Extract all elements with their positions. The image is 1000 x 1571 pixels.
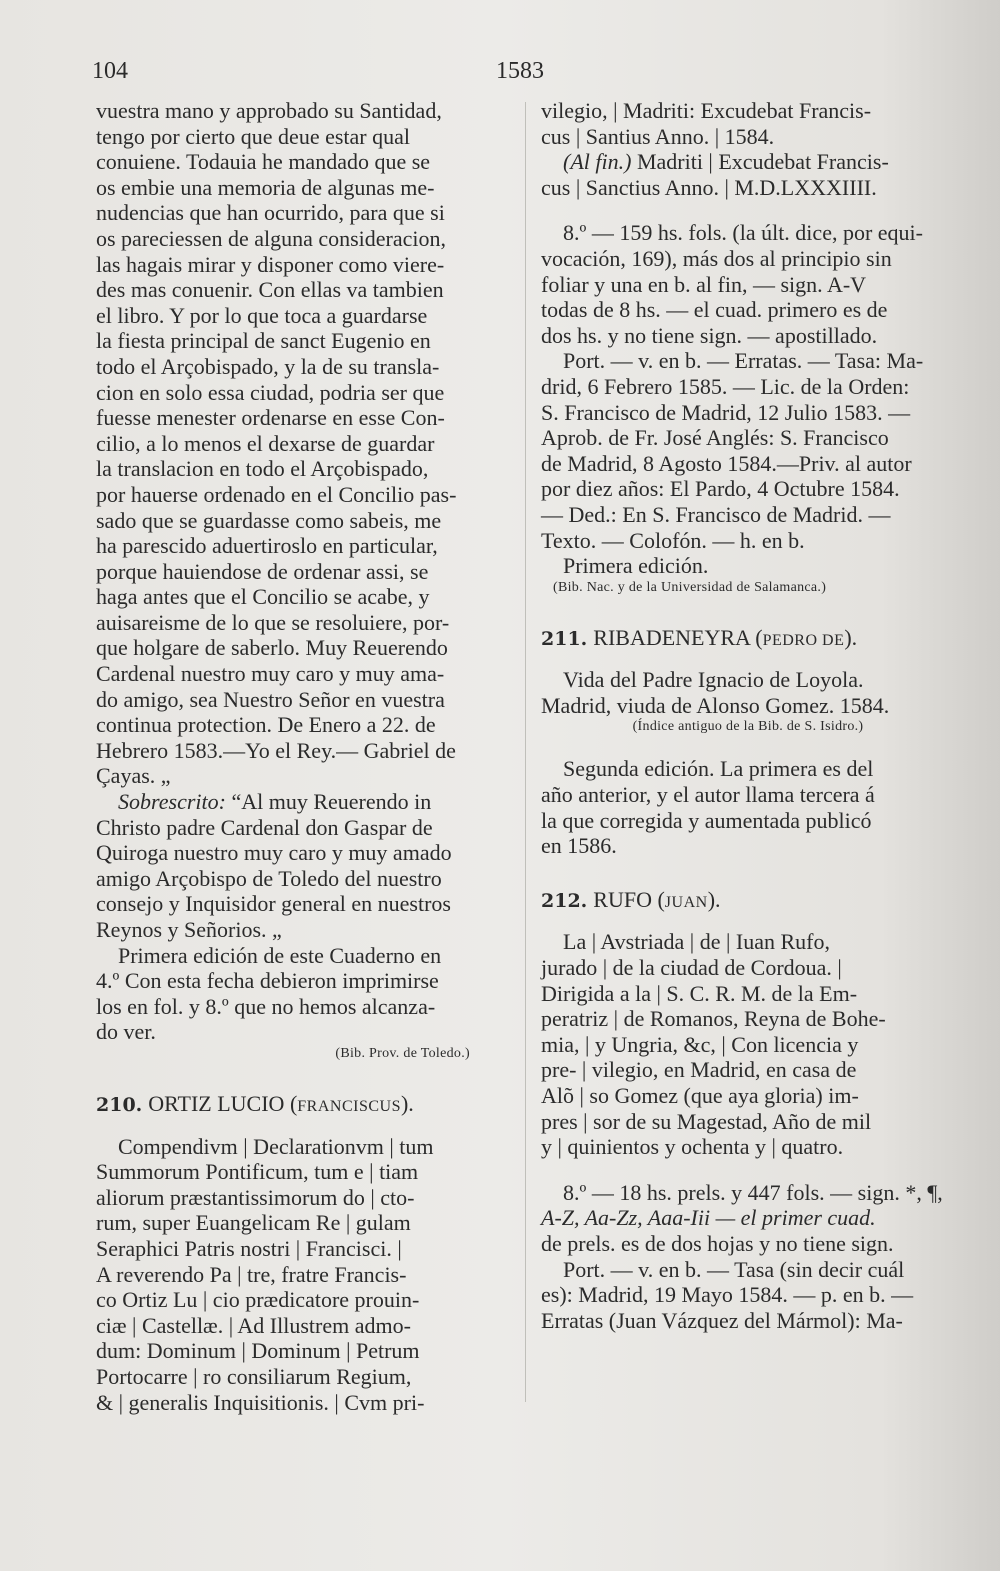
text-line: Dirigida a la | S. C. R. M. de la Em- — [541, 980, 858, 1006]
text-line: tengo por cierto que deue estar qual — [96, 123, 410, 149]
text-line: La | Avstriada | de | Iuan Rufo, — [563, 929, 830, 955]
text-line: el libro. Y por lo que toca a guardarse — [96, 302, 428, 328]
entry-number: 212. — [541, 889, 588, 912]
text-line: foliar y una en b. al fin, — sign. A-V — [541, 271, 867, 297]
text-line: por diez años: El Pardo, 4 Octubre 1584. — [541, 476, 900, 502]
text-line: vocación, 169), más dos al principio sin — [541, 245, 892, 271]
text-line: A reverendo Pa | tre, fratre Francis- — [96, 1261, 407, 1287]
text-line: Texto. — Colofón. — h. en b. — [541, 527, 805, 553]
text-line: Vida del Padre Ignacio de Loyola. — [563, 667, 864, 693]
text-line: ha parescido aduertiroslo en particular, — [96, 533, 438, 559]
text-line: os embie una memoria de algunas me- — [96, 174, 435, 200]
text-line: año anterior, y el autor llama tercera á — [541, 782, 875, 808]
text-line: pre- | vilegio, en Madrid, en casa de — [541, 1057, 857, 1083]
page-header — [92, 58, 952, 98]
text-line: des mas conuenir. Con ellas va tambien — [96, 277, 444, 303]
source-citation: (Bib. Nac. y de la Universidad de Salamanca.) — [553, 579, 827, 595]
text-line: todas de 8 hs. — el cuad. primero es de — [541, 297, 888, 323]
entry-210-title — [96, 1134, 514, 1416]
text-line: y | quinientos y ochenta y | quatro. — [541, 1134, 844, 1160]
text-line: que holgare de saberlo. Muy Reuerendo — [96, 635, 448, 661]
text-line: ciæ | Castellæ. | Ad Illustrem admo- — [96, 1312, 411, 1338]
text-line: do ver. — [96, 1019, 156, 1045]
text-line: porque hauiendose de ordenar assi, se — [96, 558, 429, 584]
text-line: Port. — v. en b. — Tasa (sin decir cuál — [563, 1256, 905, 1282]
entry-number: 211. — [541, 627, 588, 650]
text-line: vuestra mano y approbado su Santidad, — [96, 98, 442, 123]
entry-heading-212: 212. RUFO (JUAN). — [541, 886, 721, 912]
text-line: cus | Sanctius Anno. | M.D.LXXXIIII. — [541, 174, 877, 200]
text-line: consejo y Inquisidor general en nuestros — [96, 891, 451, 917]
text-line: dos hs. y no tiene sign. — apostillado. — [541, 322, 878, 348]
text-line: Christo padre Cardenal don Gaspar de — [96, 814, 433, 840]
running-year: 1583 — [496, 58, 544, 84]
spacer — [541, 1160, 955, 1180]
text-line: en 1586. — [541, 833, 617, 859]
text-line: cus | Santius Anno. | 1584. — [541, 123, 775, 149]
text-line: co Ortiz Lu | cio prædicatore prouin- — [96, 1287, 420, 1313]
entry-212-description — [541, 1180, 955, 1334]
text-line: los en fol. y 8.º que no hemos alcanza- — [96, 993, 436, 1019]
edition-note — [96, 943, 514, 1045]
text-line: Madrid, viuda de Alonso Gomez. 1584. — [541, 692, 890, 718]
text-line: Seraphici Patris nostri | Francisci. | — [96, 1235, 402, 1261]
text-line: mia, | y Ungria, &c, | Con licencia y — [541, 1031, 859, 1057]
text-line: Primera edición. — [563, 553, 709, 579]
entry-heading-211: 211. RIBADENEYRA (PEDRO DE). — [541, 624, 858, 650]
text-line: rum, super Euangelicam Re | gulam — [96, 1210, 411, 1236]
text-line: auisareisme de lo que se resoluiere, por- — [96, 609, 450, 635]
text-line: nudencias que han ocurrido, para que si — [96, 200, 445, 226]
text-line: & | generalis Inquisitionis. | Cvm pri- — [96, 1389, 425, 1415]
text-line: drid, 6 Febrero 1585. — Lic. de la Orden: — [541, 373, 910, 399]
text-line: conuiene. Todauia he mandado que se — [96, 149, 431, 175]
text-line: 4.º Con esta fecha debieron imprimirse — [96, 968, 439, 994]
text-line: amigo Arçobispo de Toledo del nuestro — [96, 865, 442, 891]
entry-heading-210: 210. ORTIZ LUCIO (FRANCISCUS). — [96, 1090, 414, 1116]
text-line: os pareciessen de alguna consideracion, — [96, 225, 447, 251]
text-line: haga antes que el Concilio se acabe, y — [96, 584, 430, 610]
text-line: Port. — v. en b. — Erratas. — Tasa: Ma- — [563, 348, 924, 374]
text-line: de Madrid, 8 Agosto 1584.—Priv. al autor — [541, 450, 912, 476]
text-line: Alõ | so Gomez (que aya gloria) im- — [541, 1083, 859, 1108]
text-line: Erratas (Juan Vázquez del Mármol): Ma- — [541, 1307, 903, 1333]
text-line: la que corregida y aumentada publicó — [541, 807, 872, 833]
entry-211-title — [541, 667, 955, 718]
entry-209-description — [541, 220, 955, 578]
alfin-label: (Al fin.) — [563, 149, 632, 175]
text-line: las hagais mirar y disponer como viere- — [96, 251, 445, 277]
text-line: S. Francisco de Madrid, 12 Julio 1583. — — [541, 399, 911, 425]
column-divider — [525, 102, 526, 1402]
text-line: Quiroga nuestro muy caro y muy amado — [96, 840, 452, 866]
entry-211-note — [541, 756, 955, 858]
right-column — [541, 98, 955, 1333]
text-line: la translacion en todo el Arçobispado, — [96, 456, 429, 482]
text-line: Segunda edición. La primera es del — [563, 756, 874, 782]
entry-212-title — [541, 929, 955, 1159]
text-line: pres | sor de su Magestad, Año de mil — [541, 1108, 872, 1134]
text-line: de prels. es de dos hojas y no tiene sign. — [541, 1230, 894, 1256]
text-line: la fiesta principal de sanct Eugenio en — [96, 328, 431, 354]
text-line: Hebrero 1583.—Yo el Rey.— Gabriel de — [96, 737, 456, 763]
text-line: peratriz | de Romanos, Reyna de Bohe- — [541, 1006, 886, 1032]
text-line: Summorum Pontificum, tum e | tiam — [96, 1159, 419, 1185]
text-line: continua protection. De Enero a 22. de — [96, 712, 436, 738]
text-line: por hauerse ordenado en el Concilio pas- — [96, 481, 457, 507]
text-line: dum: Dominum | Dominum | Petrum — [96, 1338, 420, 1364]
sobrescrito — [96, 789, 514, 943]
entry-209-continued — [541, 98, 955, 200]
text-line: 8.º — 159 hs. fols. (la últ. dice, por equi- — [563, 220, 923, 246]
text-line: Sobrescrito: “Al muy Reuerendo in — [118, 789, 432, 815]
text-line: A-Z, Aa-Zz, Aaa-Iii — el primer cuad. — [541, 1205, 876, 1231]
text-line: Aprob. de Fr. José Anglés: S. Francisco — [541, 425, 889, 451]
text-line: cilio, a lo menos el dexarse de guardar — [96, 430, 435, 456]
text-line: do amigo, sea Nuestro Señor en vuestra — [96, 686, 445, 712]
letter-text — [96, 98, 514, 789]
text-line: Reynos y Señorios. „ — [96, 917, 282, 942]
left-column — [96, 98, 514, 1415]
text-line: Compendivm | Declarationvm | tum — [118, 1133, 434, 1159]
sobrescrito-label: Sobrescrito: — [118, 789, 226, 815]
text-line: todo el Arçobispado, y la de su transla- — [96, 353, 440, 379]
text-line: aliorum præstantissimorum do | cto- — [96, 1184, 415, 1210]
page-number: 104 — [92, 58, 128, 84]
text-line: — Ded.: En S. Francisco de Madrid. — — [541, 501, 891, 527]
source-citation: (Índice antiguo de la Bib. de S. Isidro.) — [632, 719, 864, 735]
text-line: 8.º — 18 hs. prels. y 447 fols. — sign. *, ¶, — [563, 1179, 943, 1205]
text-line: fuesse menester ordenarse en esse Con- — [96, 405, 445, 431]
text-line: jurado | de la ciudad de Cordoua. | — [541, 955, 842, 981]
text-line: (Al fin.) Madriti | Excudebat Francis- — [563, 149, 889, 175]
source-citation: (Bib. Prov. de Toledo.) — [335, 1045, 470, 1061]
text-line: Çayas. „ — [96, 763, 171, 789]
text-line: sado que se guardasse como sabeis, me — [96, 507, 442, 533]
text-line: es): Madrid, 19 Mayo 1584. — p. en b. — — [541, 1282, 914, 1308]
entry-number: 210. — [96, 1093, 143, 1116]
text-line: Portocarre | ro consiliarum Regium, — [96, 1363, 412, 1389]
spacer — [541, 736, 955, 756]
text-line: Cardenal nuestro muy caro y muy ama- — [96, 661, 445, 687]
spacer — [541, 200, 955, 220]
text-line: vilegio, | Madriti: Excudebat Francis- — [541, 98, 872, 123]
text-line: cion en solo essa ciudad, podria ser que — [96, 379, 445, 405]
text-line: Primera edición de este Cuaderno en — [118, 942, 442, 968]
